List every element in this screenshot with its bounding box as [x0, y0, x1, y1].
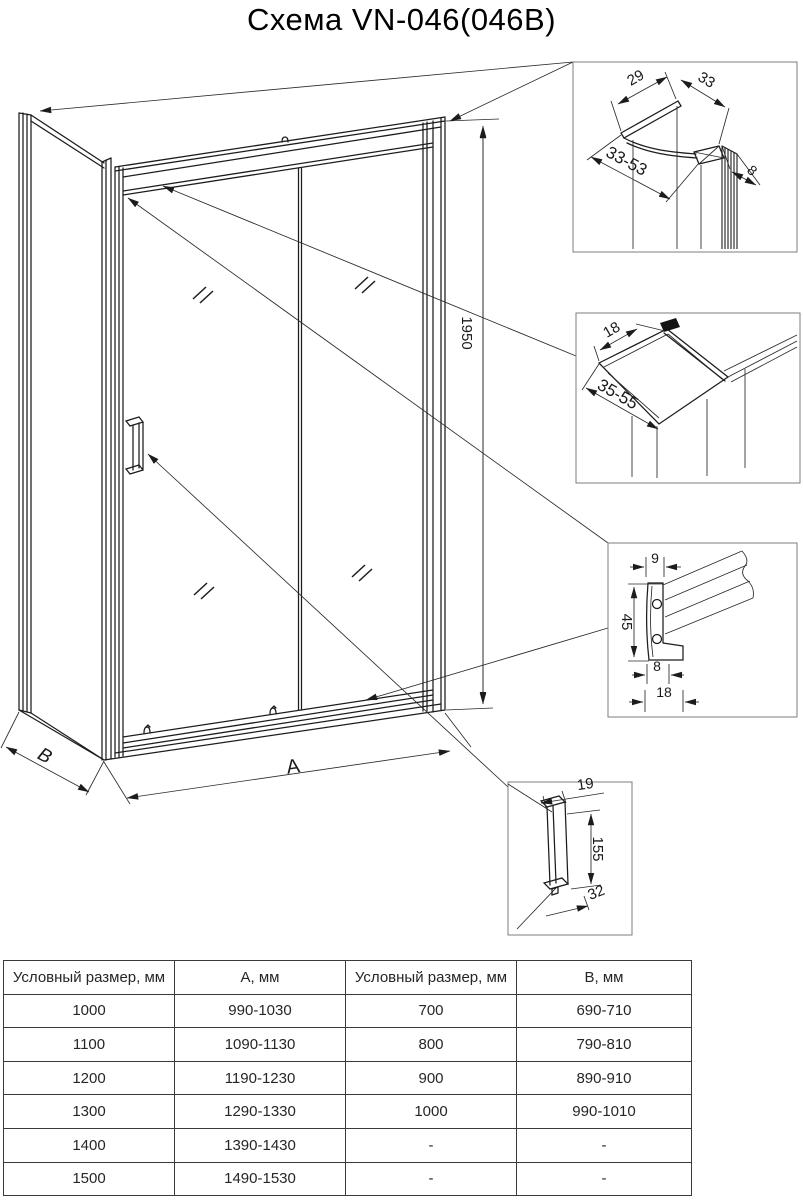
roller-bumps — [144, 137, 288, 733]
detail-box-top-rail — [576, 313, 800, 483]
table-row — [4, 1162, 692, 1196]
glass-hatch-marks — [193, 277, 375, 599]
bottom-rail-dim-18: 18 — [656, 684, 672, 700]
handle-dim-19: 19 — [575, 774, 595, 795]
height-dimension-label: 1950 — [458, 316, 475, 350]
table-cell: - — [517, 1128, 692, 1162]
table-cell: 1190-1230 — [175, 1061, 346, 1095]
table-cell: - — [346, 1162, 517, 1196]
table-header-row — [4, 961, 692, 995]
table-cell: 990-1030 — [175, 994, 346, 1028]
table-cell: 700 — [346, 994, 517, 1028]
handle-dim-32: 32 — [585, 881, 608, 904]
table-cell: 1500 — [4, 1162, 175, 1196]
wall-profile-dim-8: 8 — [744, 161, 761, 179]
wall-profile-dim-33: 33 — [694, 68, 718, 92]
detail-box-handle — [508, 775, 632, 935]
callout-leader-lines — [40, 62, 608, 787]
table-cell: 1290-1330 — [175, 1095, 346, 1129]
top-rail-dim-18: 18 — [600, 318, 624, 342]
door-handle — [126, 417, 143, 474]
handle-dim-155: 155 — [589, 836, 606, 862]
table-row — [4, 994, 692, 1028]
table-cell: 1000 — [346, 1095, 517, 1129]
table-row — [4, 1028, 692, 1062]
top-rail-dim-35-55: 35-55 — [594, 375, 642, 414]
detail-box-bottom-rail — [608, 543, 797, 717]
bottom-rail-roller-1 — [653, 600, 662, 609]
table-row — [4, 1061, 692, 1095]
width-dimension-label: А — [285, 755, 302, 779]
table-cell: 900 — [346, 1061, 517, 1095]
col-header-a-mm: А, мм — [175, 961, 346, 995]
size-table — [3, 960, 692, 1196]
depth-dimension-label: В — [34, 743, 56, 769]
wall-profile-dim-33-53: 33-53 — [602, 142, 651, 180]
bottom-rail-dim-8: 8 — [653, 658, 661, 674]
bottom-rail-dim-9: 9 — [651, 550, 659, 566]
table-cell: 1300 — [4, 1095, 175, 1129]
dimension-depth-B — [1, 712, 104, 795]
table-cell: - — [346, 1128, 517, 1162]
table-cell: 800 — [346, 1028, 517, 1062]
table-cell: 1100 — [4, 1028, 175, 1062]
table-cell: 1090-1130 — [175, 1028, 346, 1062]
table-row — [4, 1095, 692, 1129]
col-header-nominal-b: Условный размер, мм — [346, 961, 517, 995]
bottom-rail-dim-45: 45 — [618, 613, 635, 631]
table-cell: 690-710 — [517, 994, 692, 1028]
dimension-height-1950 — [446, 119, 499, 710]
table-cell: 1000 — [4, 994, 175, 1028]
table-cell: - — [517, 1162, 692, 1196]
table-cell: 890-910 — [517, 1061, 692, 1095]
bottom-rail-roller-2 — [653, 635, 662, 644]
top-rail-roller-block — [660, 318, 680, 332]
side-panel — [19, 113, 111, 760]
table-cell: 1390-1430 — [175, 1128, 346, 1162]
wall-profile-dim-29: 29 — [624, 66, 648, 90]
table-cell: 1200 — [4, 1061, 175, 1095]
table-row — [4, 1128, 692, 1162]
col-header-b-mm: В, мм — [517, 961, 692, 995]
table-cell: 1490-1530 — [175, 1162, 346, 1196]
detail-box-wall-profile — [573, 62, 797, 252]
col-header-nominal-a: Условный размер, мм — [4, 961, 175, 995]
table-cell: 790-810 — [517, 1028, 692, 1062]
page-title: Схема VN-046(046B) — [246, 2, 557, 37]
table-cell: 990-1010 — [517, 1095, 692, 1129]
table-cell: 1400 — [4, 1128, 175, 1162]
sliding-door-frame — [104, 117, 445, 760]
